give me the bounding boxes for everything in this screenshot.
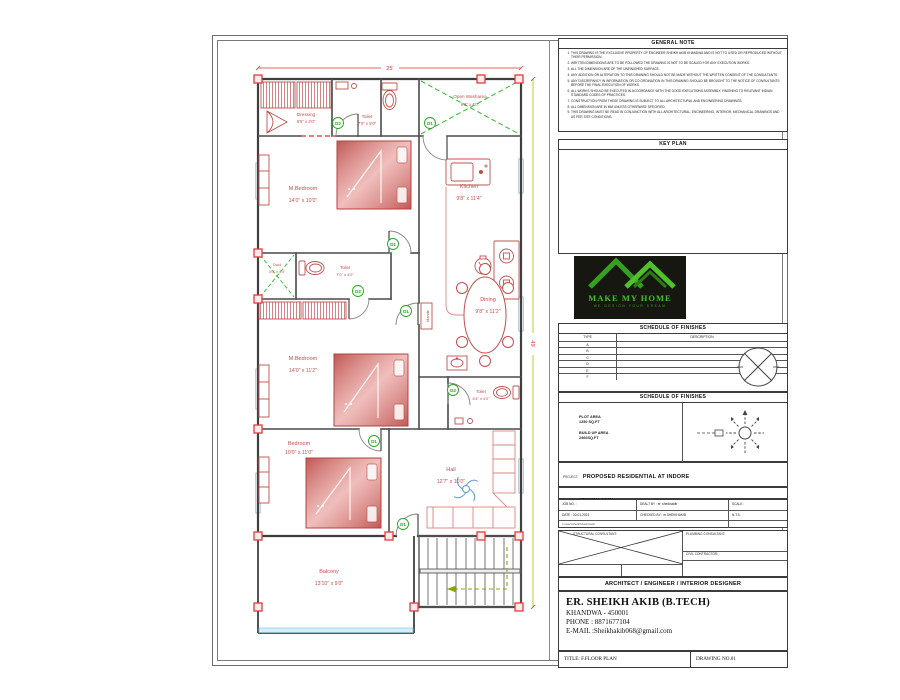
svg-text:Hall: Hall [446,467,456,473]
schedule1-col-description: DESCRIPTION [690,335,714,339]
svg-text:D1: D1 [427,121,433,126]
svg-text:Toilet: Toilet [476,389,486,394]
logo-name: MAKE MY HOME [588,293,672,303]
project-label: PROJECT: [563,475,579,479]
designer-block [558,591,788,651]
title-block [558,651,788,668]
plumbing-label: PLUMBING CONSULTANT: [686,532,726,536]
svg-text:9'6" x 4'0": 9'6" x 4'0" [460,102,480,107]
note-item: 5. ANY DISCREPANCY IN INFORMATION OR CO-ORDINATION IN THIS DRAWING SHOULD BE BROUGHT TO THE NOTICE OF CONSULTANTS BEFORE THE FINAL EXECUTION OF WORKS. [571,79,784,88]
scale-label: SCALE : [732,502,745,506]
svg-text:Balcony: Balcony [319,569,339,575]
svg-text:12'7" x 10'0": 12'7" x 10'0" [436,479,466,485]
designer-name: ER. SHEIKH AKIB (B.TECH) [566,597,710,608]
note-item: 7. CONSTRUCTION FROM THESE DRAWING IS SUBJECT TO ALL ARCHITECTURAL AND ENGINEERING DRAWINGS. [571,99,784,103]
consultants-panel [558,530,788,577]
note-item: 4. ANY ADDITION OR ALTERATION TO THIS DRAWING SHOULD NOT BE MADE WITHOUT THE WRITTEN CONSENT OF THE CONSULTANTS. [571,73,784,77]
mandir-label: Mandir [426,310,430,322]
schedule1-row: C [559,355,617,361]
general-note-list [559,49,787,119]
schedule-finishes-2 [558,392,788,462]
bed-bedroom [306,458,381,528]
drawing-sheet [212,35,788,666]
checked-by: CHECKED BY : er.SHEIKHAKIB [637,511,729,520]
svg-text:D1: D1 [371,439,377,444]
dim-height-label: 49' [529,340,535,348]
plumbing-civil-box [683,531,787,576]
build-up-label: BUILD UP AREA [579,431,609,435]
note-item: 6. ALL WORKS SHOULD BE EXECUTED IN ACCORDANCE WITH THE GOOD EXECUTIONS ASSEMBLY, FINISHING TO RELEVANT INDIAN STANDARD CODES OF PRACTICES. [571,89,784,98]
logo-tagline: WE DESIGN YOUR DREAM [593,304,667,308]
floor-plan [241,59,551,669]
svg-text:Toilet: Toilet [339,265,351,270]
general-note-title: GENERAL NOTE [559,39,787,49]
svg-text:Open Washarea: Open Washarea [453,94,487,99]
note-item: 3. ALL THE DIMENSION ARE OF THE UNFINISHED SURFACE. [571,67,784,71]
wall-dressers [259,155,269,503]
job-no: JOB NO. : [559,500,637,510]
schedule1-row: A [559,342,617,348]
meta-panel [558,499,788,528]
svg-text:D2: D2 [335,121,341,126]
svg-text:D2: D2 [450,388,456,393]
dealt-by: DEALT BY : er. sheikhakib [637,500,729,510]
project-value: PROPOSED RESIDENTIAL AT INDORE [582,474,690,480]
svg-text:7'0" x 5'0": 7'0" x 5'0" [357,121,377,126]
structural-consultant-box [559,531,683,576]
schedule1-title: SCHEDULE OF FINISHES [559,324,787,334]
svg-text:14'0" x 10'0": 14'0" x 10'0" [288,198,318,204]
designer-address: KHANDWA - 450001 [566,609,629,617]
svg-text:Dining: Dining [480,297,496,303]
drawing-number: DRAWING NO.01 [696,656,736,662]
build-up-value: 2466SQ.FT [579,436,599,440]
title-column [558,38,788,668]
svg-text:9'8" x 11'2": 9'8" x 11'2" [475,309,501,315]
svg-text:13'10" x 9'0": 13'10" x 9'0" [314,581,344,587]
schedule1-row: F [559,374,617,380]
plot-area-value: 1250 SQ.FT [579,420,600,424]
logo-mountains-icon [574,256,686,288]
schedule-finishes-1 [558,323,788,392]
bed-master1 [337,141,411,209]
svg-text:D1: D1 [403,309,409,314]
svg-text:Kitchen: Kitchen [459,184,479,190]
washarea-cross [421,81,519,134]
logo [574,256,686,319]
structural-label: STRUCTURAL CONSULTANT: [573,532,617,536]
dressing-table [267,111,287,133]
general-note-panel [558,38,788,132]
svg-text:Duct: Duct [272,262,282,267]
svg-text:Dressing: Dressing [296,112,316,117]
section-marker-icon [735,344,781,390]
schedule1-row: E [559,368,617,374]
schedule2-title: SCHEDULE OF FINISHES [559,393,787,403]
svg-text:6'4" x 4'0": 6'4" x 4'0" [472,396,490,401]
designer-email: E-MAIL :Sheikhakib068@gmail.com [566,627,673,635]
schedule1-col-type: TYPE [559,334,617,341]
plot-area-label: PLOT AREA [579,415,601,419]
bed-master2 [334,354,408,426]
project-panel [558,462,788,487]
dim-width-label: 25' [386,66,394,72]
scale-value: N.T.S. [732,513,741,517]
date: DATE : 30-01-2023 [559,511,637,520]
designer-phone: PHONE : 8871677104 [566,618,630,626]
svg-text:D2: D2 [355,289,361,294]
svg-text:3'0" x 4'0": 3'0" x 4'0" [268,270,286,274]
svg-text:7'0" x 4'0": 7'0" x 4'0" [336,272,354,277]
svg-text:M.Bedroom: M.Bedroom [288,356,318,362]
balcony-glazing [259,628,413,633]
svg-text:9'8" x 11'4": 9'8" x 11'4" [456,196,482,202]
svg-text:M.Bedroom: M.Bedroom [288,186,318,192]
note-item: 8. ALL DIMENSION ARE IN MM UNLESS OTHERWISE SPECIFIED. [571,105,784,109]
file-path: c:\users\sheikh\downloads [559,521,729,528]
key-plan-panel [558,139,788,254]
svg-text:14'0" x 11'2": 14'0" x 11'2" [288,368,318,374]
civil-label: CIVIL CONTRACTOR: [683,551,787,560]
note-item: 1. THIS DRAWING IS THE EXCLUSIVE PROPERTY OF ENGINEER SHEIKH AKIB KHANDWA AND IS NOT TO USED OR REPRODUCED WITHOUT THEIR PERMISSION. [571,51,784,60]
svg-text:6'6" x 3'0": 6'6" x 3'0" [296,119,316,124]
svg-text:10'0" x 11'0": 10'0" x 11'0" [284,450,314,456]
schedule1-row: B [559,348,617,354]
svg-text:Toilet: Toilet [361,114,373,119]
drawing-title: TITLE: F.FLOOR PLAN [559,652,691,667]
client-panel [558,487,788,499]
svg-text:D1: D1 [400,522,406,527]
staircase [419,536,521,607]
note-item: 2. WRITTEN DIMENSIONS ARE TO BE FOLLOWED THE DRAWING IS NOT TO BE SCALED FOR ANY EXECUTION WORKS. [571,61,784,65]
svg-text:Bedroom: Bedroom [287,441,311,447]
note-item: 9. THIS DRAWING MUST BE READ IN CONJUNCTION WITH ALL ARCHITECTURAL, ENGINEERING, INTERIOR, MECHANICAL DRAWINGS AND AS PER SITE CONDITIONS. [571,110,784,119]
architect-header: ARCHITECT / ENGINEER / INTERIOR DESIGNER [558,577,788,591]
north-compass-icon [693,406,777,460]
schedule1-row: D [559,361,617,367]
key-plan-title: KEY PLAN [559,140,787,150]
svg-text:D1: D1 [390,242,396,247]
